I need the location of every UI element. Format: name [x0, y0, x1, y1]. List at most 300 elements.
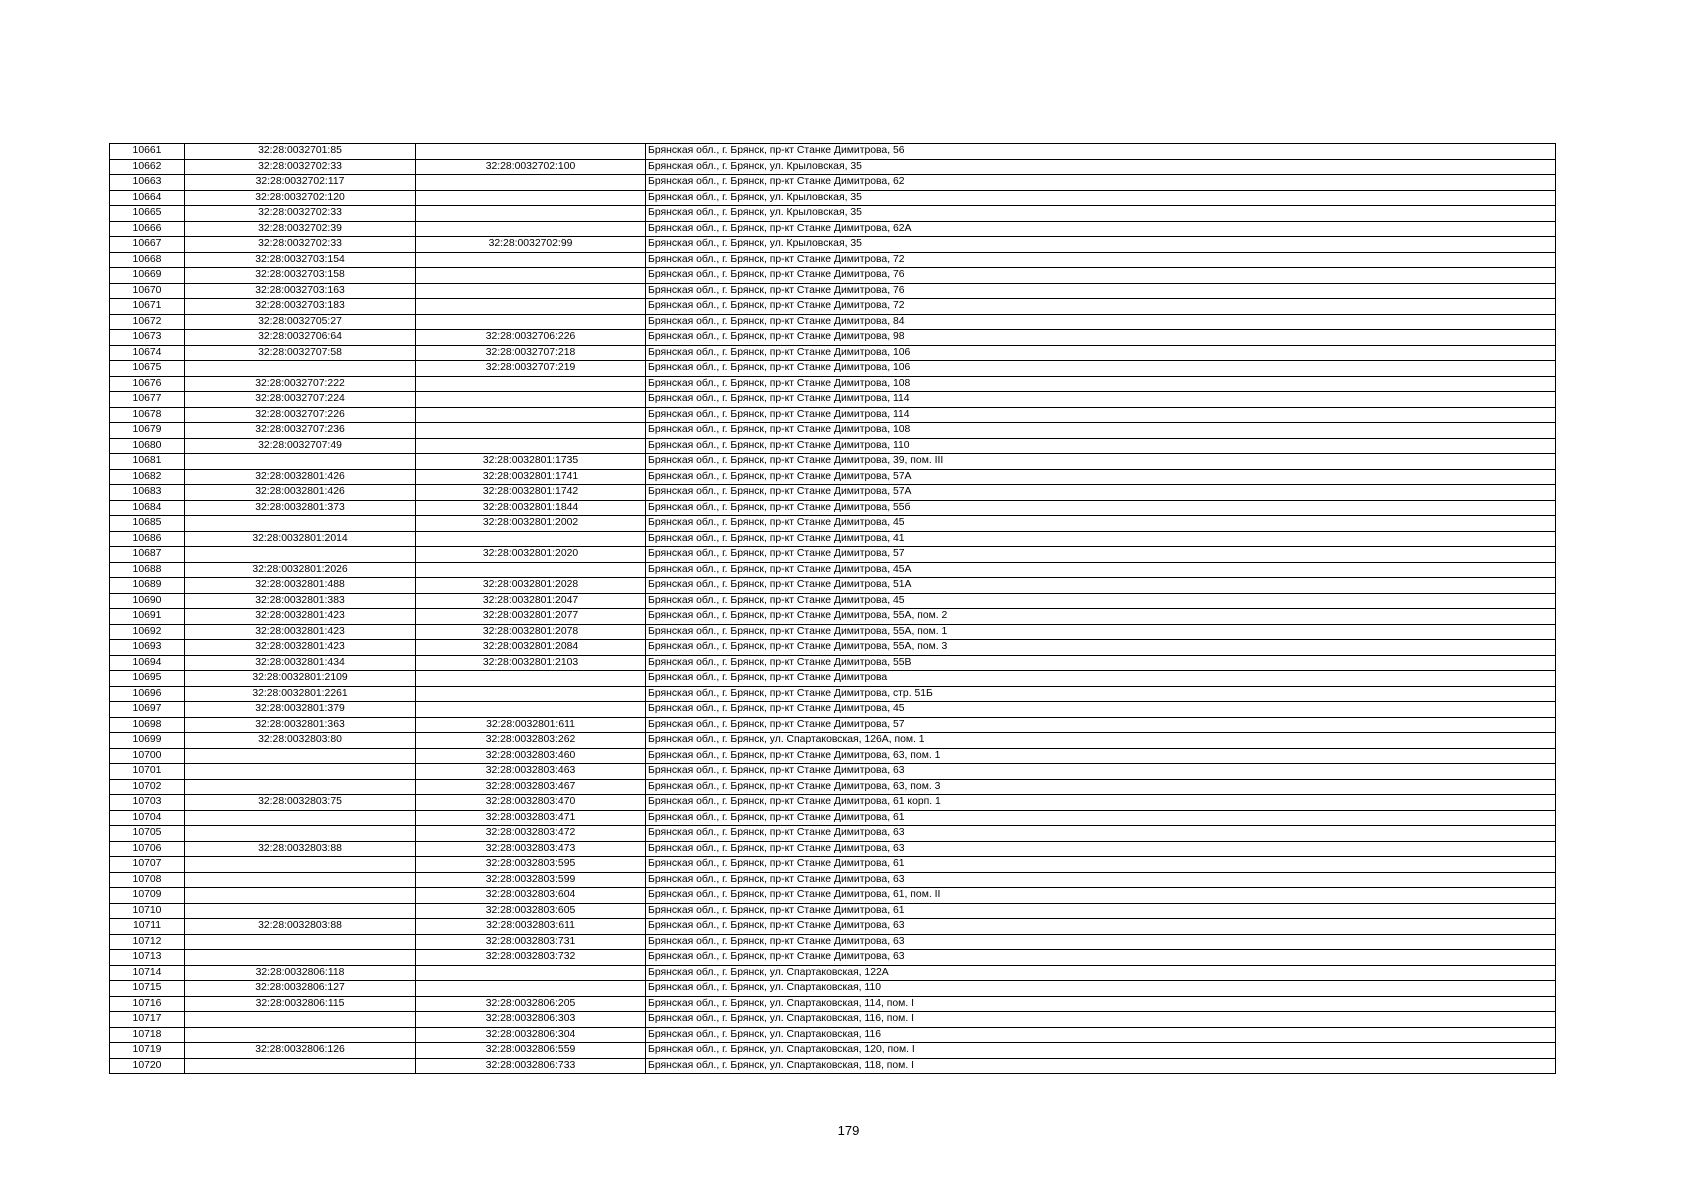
table-row	[110, 578, 1556, 594]
object-cadastral-number-cell: 32:28:0032801:2002	[416, 516, 646, 532]
page-number: 179	[837, 1123, 860, 1138]
table-row	[110, 1012, 1556, 1028]
land-cadastral-number-cell: 32:28:0032806:118	[185, 965, 416, 981]
land-cadastral-number-cell: 32:28:0032703:183	[185, 299, 416, 315]
land-cadastral-number-cell: 32:28:0032707:222	[185, 376, 416, 392]
address-cell: Брянская обл., г. Брянск, пр-кт Станке Димитрова, 61, пом. II	[646, 888, 1556, 904]
address-cell: Брянская обл., г. Брянск, пр-кт Станке Димитрова, 63	[646, 950, 1556, 966]
registry-table-body	[110, 144, 1556, 1074]
land-cadastral-number-cell	[185, 1012, 416, 1028]
row-number-cell: 10699	[110, 733, 185, 749]
address-cell: Брянская обл., г. Брянск, пр-кт Станке Димитрова, 63	[646, 764, 1556, 780]
table-row	[110, 795, 1556, 811]
land-cadastral-number-cell	[185, 764, 416, 780]
object-cadastral-number-cell: 32:28:0032803:595	[416, 857, 646, 873]
object-cadastral-number-cell: 32:28:0032706:226	[416, 330, 646, 346]
object-cadastral-number-cell	[416, 392, 646, 408]
land-cadastral-number-cell	[185, 810, 416, 826]
land-cadastral-number-cell: 32:28:0032803:88	[185, 919, 416, 935]
row-number-cell: 10702	[110, 779, 185, 795]
object-cadastral-number-cell: 32:28:0032801:2103	[416, 655, 646, 671]
land-cadastral-number-cell: 32:28:0032801:423	[185, 624, 416, 640]
object-cadastral-number-cell: 32:28:0032806:205	[416, 996, 646, 1012]
address-cell: Брянская обл., г. Брянск, пр-кт Станке Димитрова, 106	[646, 345, 1556, 361]
address-cell: Брянская обл., г. Брянск, пр-кт Станке Димитрова, 61	[646, 903, 1556, 919]
object-cadastral-number-cell: 32:28:0032803:471	[416, 810, 646, 826]
object-cadastral-number-cell: 32:28:0032803:472	[416, 826, 646, 842]
object-cadastral-number-cell	[416, 268, 646, 284]
land-cadastral-number-cell	[185, 903, 416, 919]
row-number-cell: 10663	[110, 175, 185, 191]
object-cadastral-number-cell	[416, 965, 646, 981]
object-cadastral-number-cell: 32:28:0032702:99	[416, 237, 646, 253]
object-cadastral-number-cell	[416, 299, 646, 315]
row-number-cell: 10669	[110, 268, 185, 284]
address-cell: Брянская обл., г. Брянск, ул. Спартаковская, 114, пом. I	[646, 996, 1556, 1012]
address-cell: Брянская обл., г. Брянск, пр-кт Станке Димитрова, 72	[646, 252, 1556, 268]
row-number-cell: 10703	[110, 795, 185, 811]
row-number-cell: 10665	[110, 206, 185, 222]
table-row	[110, 221, 1556, 237]
row-number-cell: 10674	[110, 345, 185, 361]
object-cadastral-number-cell	[416, 206, 646, 222]
object-cadastral-number-cell: 32:28:0032803:604	[416, 888, 646, 904]
table-row	[110, 888, 1556, 904]
object-cadastral-number-cell: 32:28:0032801:1742	[416, 485, 646, 501]
row-number-cell: 10687	[110, 547, 185, 563]
object-cadastral-number-cell: 32:28:0032803:463	[416, 764, 646, 780]
table-row	[110, 438, 1556, 454]
row-number-cell: 10720	[110, 1058, 185, 1074]
address-cell: Брянская обл., г. Брянск, пр-кт Станке Димитрова, 114	[646, 407, 1556, 423]
table-row	[110, 330, 1556, 346]
object-cadastral-number-cell: 32:28:0032803:599	[416, 872, 646, 888]
row-number-cell: 10700	[110, 748, 185, 764]
address-cell: Брянская обл., г. Брянск, ул. Спартаковская, 118, пом. I	[646, 1058, 1556, 1074]
land-cadastral-number-cell: 32:28:0032801:423	[185, 609, 416, 625]
address-cell: Брянская обл., г. Брянск, пр-кт Станке Димитрова, 84	[646, 314, 1556, 330]
row-number-cell: 10689	[110, 578, 185, 594]
land-cadastral-number-cell: 32:28:0032803:75	[185, 795, 416, 811]
object-cadastral-number-cell: 32:28:0032803:732	[416, 950, 646, 966]
address-cell: Брянская обл., г. Брянск, пр-кт Станке Димитрова, 57	[646, 547, 1556, 563]
object-cadastral-number-cell	[416, 702, 646, 718]
address-cell: Брянская обл., г. Брянск, пр-кт Станке Димитрова, 108	[646, 376, 1556, 392]
table-row	[110, 593, 1556, 609]
object-cadastral-number-cell	[416, 376, 646, 392]
row-number-cell: 10718	[110, 1027, 185, 1043]
address-cell: Брянская обл., г. Брянск, пр-кт Станке Димитрова, 114	[646, 392, 1556, 408]
table-row	[110, 299, 1556, 315]
address-cell: Брянская обл., г. Брянск, пр-кт Станке Димитрова, 108	[646, 423, 1556, 439]
land-cadastral-number-cell: 32:28:0032707:226	[185, 407, 416, 423]
table-row	[110, 144, 1556, 160]
row-number-cell: 10713	[110, 950, 185, 966]
address-cell: Брянская обл., г. Брянск, пр-кт Станке Димитрова, 57А	[646, 485, 1556, 501]
address-cell: Брянская обл., г. Брянск, пр-кт Станке Димитрова, 63, пом. 3	[646, 779, 1556, 795]
land-cadastral-number-cell	[185, 872, 416, 888]
address-cell: Брянская обл., г. Брянск, пр-кт Станке Димитрова, 63	[646, 826, 1556, 842]
row-number-cell: 10710	[110, 903, 185, 919]
row-number-cell: 10715	[110, 981, 185, 997]
object-cadastral-number-cell: 32:28:0032803:470	[416, 795, 646, 811]
land-cadastral-number-cell: 32:28:0032703:154	[185, 252, 416, 268]
row-number-cell: 10686	[110, 531, 185, 547]
table-row	[110, 779, 1556, 795]
land-cadastral-number-cell: 32:28:0032702:33	[185, 159, 416, 175]
table-row	[110, 624, 1556, 640]
table-row	[110, 903, 1556, 919]
row-number-cell: 10666	[110, 221, 185, 237]
table-row	[110, 1027, 1556, 1043]
row-number-cell: 10707	[110, 857, 185, 873]
object-cadastral-number-cell: 32:28:0032803:262	[416, 733, 646, 749]
row-number-cell: 10717	[110, 1012, 185, 1028]
land-cadastral-number-cell: 32:28:0032702:39	[185, 221, 416, 237]
address-cell: Брянская обл., г. Брянск, пр-кт Станке Димитрова, 76	[646, 268, 1556, 284]
object-cadastral-number-cell	[416, 314, 646, 330]
table-row	[110, 500, 1556, 516]
land-cadastral-number-cell: 32:28:0032707:49	[185, 438, 416, 454]
address-cell: Брянская обл., г. Брянск, пр-кт Станке Димитрова, 61	[646, 857, 1556, 873]
table-row	[110, 159, 1556, 175]
object-cadastral-number-cell: 32:28:0032801:2028	[416, 578, 646, 594]
address-cell: Брянская обл., г. Брянск, пр-кт Станке Димитрова, 63	[646, 934, 1556, 950]
object-cadastral-number-cell: 32:28:0032803:611	[416, 919, 646, 935]
row-number-cell: 10693	[110, 640, 185, 656]
address-cell: Брянская обл., г. Брянск, пр-кт Станке Димитрова, 63	[646, 919, 1556, 935]
row-number-cell: 10671	[110, 299, 185, 315]
row-number-cell: 10670	[110, 283, 185, 299]
row-number-cell: 10678	[110, 407, 185, 423]
land-cadastral-number-cell	[185, 516, 416, 532]
row-number-cell: 10698	[110, 717, 185, 733]
row-number-cell: 10664	[110, 190, 185, 206]
address-cell: Брянская обл., г. Брянск, ул. Спартаковская, 116	[646, 1027, 1556, 1043]
land-cadastral-number-cell: 32:28:0032707:224	[185, 392, 416, 408]
object-cadastral-number-cell: 32:28:0032801:1735	[416, 454, 646, 470]
address-cell: Брянская обл., г. Брянск, ул. Крыловская, 35	[646, 206, 1556, 222]
object-cadastral-number-cell	[416, 686, 646, 702]
row-number-cell: 10673	[110, 330, 185, 346]
address-cell: Брянская обл., г. Брянск, пр-кт Станке Димитрова, 39, пом. III	[646, 454, 1556, 470]
table-row	[110, 702, 1556, 718]
object-cadastral-number-cell	[416, 671, 646, 687]
address-cell: Брянская обл., г. Брянск, пр-кт Станке Димитрова, 63, пом. 1	[646, 748, 1556, 764]
table-row	[110, 547, 1556, 563]
land-cadastral-number-cell: 32:28:0032703:163	[185, 283, 416, 299]
address-cell: Брянская обл., г. Брянск, пр-кт Станке Димитрова, 63	[646, 872, 1556, 888]
land-cadastral-number-cell: 32:28:0032801:373	[185, 500, 416, 516]
object-cadastral-number-cell: 32:28:0032806:559	[416, 1043, 646, 1059]
table-row	[110, 934, 1556, 950]
address-cell: Брянская обл., г. Брянск, ул. Спартаковская, 126А, пом. 1	[646, 733, 1556, 749]
table-row	[110, 206, 1556, 222]
object-cadastral-number-cell	[416, 144, 646, 160]
land-cadastral-number-cell: 32:28:0032803:80	[185, 733, 416, 749]
row-number-cell: 10680	[110, 438, 185, 454]
row-number-cell: 10692	[110, 624, 185, 640]
object-cadastral-number-cell	[416, 407, 646, 423]
land-cadastral-number-cell: 32:28:0032801:383	[185, 593, 416, 609]
table-row	[110, 562, 1556, 578]
table-row	[110, 965, 1556, 981]
row-number-cell: 10683	[110, 485, 185, 501]
address-cell: Брянская обл., г. Брянск, пр-кт Станке Димитрова, 45	[646, 516, 1556, 532]
row-number-cell: 10675	[110, 361, 185, 377]
table-row	[110, 919, 1556, 935]
address-cell: Брянская обл., г. Брянск, ул. Спартаковская, 122А	[646, 965, 1556, 981]
row-number-cell: 10716	[110, 996, 185, 1012]
land-cadastral-number-cell: 32:28:0032801:379	[185, 702, 416, 718]
address-cell: Брянская обл., г. Брянск, пр-кт Станке Димитрова, 106	[646, 361, 1556, 377]
object-cadastral-number-cell	[416, 190, 646, 206]
address-cell: Брянская обл., г. Брянск, ул. Спартаковская, 116, пом. I	[646, 1012, 1556, 1028]
row-number-cell: 10679	[110, 423, 185, 439]
row-number-cell: 10701	[110, 764, 185, 780]
row-number-cell: 10712	[110, 934, 185, 950]
land-cadastral-number-cell: 32:28:0032801:426	[185, 485, 416, 501]
object-cadastral-number-cell: 32:28:0032806:303	[416, 1012, 646, 1028]
table-row	[110, 314, 1556, 330]
table-row	[110, 981, 1556, 997]
table-row	[110, 1043, 1556, 1059]
land-cadastral-number-cell: 32:28:0032806:115	[185, 996, 416, 1012]
table-row	[110, 531, 1556, 547]
land-cadastral-number-cell: 32:28:0032706:64	[185, 330, 416, 346]
address-cell: Брянская обл., г. Брянск, пр-кт Станке Димитрова, 61 корп. 1	[646, 795, 1556, 811]
land-cadastral-number-cell	[185, 857, 416, 873]
address-cell: Брянская обл., г. Брянск, пр-кт Станке Димитрова, 41	[646, 531, 1556, 547]
address-cell: Брянская обл., г. Брянск, пр-кт Станке Димитрова, 55б	[646, 500, 1556, 516]
table-row	[110, 764, 1556, 780]
object-cadastral-number-cell	[416, 531, 646, 547]
address-cell: Брянская обл., г. Брянск, пр-кт Станке Димитрова, 55А, пом. 2	[646, 609, 1556, 625]
row-number-cell: 10709	[110, 888, 185, 904]
object-cadastral-number-cell	[416, 175, 646, 191]
row-number-cell: 10719	[110, 1043, 185, 1059]
table-row	[110, 748, 1556, 764]
address-cell: Брянская обл., г. Брянск, пр-кт Станке Димитрова, 61	[646, 810, 1556, 826]
table-row	[110, 1058, 1556, 1074]
land-cadastral-number-cell: 32:28:0032806:127	[185, 981, 416, 997]
registry-table	[109, 143, 1556, 1074]
land-cadastral-number-cell	[185, 779, 416, 795]
address-cell: Брянская обл., г. Брянск, пр-кт Станке Димитрова, 62А	[646, 221, 1556, 237]
table-row	[110, 485, 1556, 501]
object-cadastral-number-cell: 32:28:0032801:2084	[416, 640, 646, 656]
row-number-cell: 10672	[110, 314, 185, 330]
object-cadastral-number-cell: 32:28:0032803:605	[416, 903, 646, 919]
table-row	[110, 609, 1556, 625]
row-number-cell: 10714	[110, 965, 185, 981]
land-cadastral-number-cell: 32:28:0032707:58	[185, 345, 416, 361]
land-cadastral-number-cell: 32:28:0032801:2109	[185, 671, 416, 687]
object-cadastral-number-cell: 32:28:0032707:218	[416, 345, 646, 361]
table-row	[110, 407, 1556, 423]
land-cadastral-number-cell	[185, 934, 416, 950]
land-cadastral-number-cell	[185, 1027, 416, 1043]
object-cadastral-number-cell: 32:28:0032801:2047	[416, 593, 646, 609]
land-cadastral-number-cell	[185, 950, 416, 966]
address-cell: Брянская обл., г. Брянск, пр-кт Станке Димитрова, 45	[646, 593, 1556, 609]
object-cadastral-number-cell: 32:28:0032801:611	[416, 717, 646, 733]
land-cadastral-number-cell: 32:28:0032801:423	[185, 640, 416, 656]
land-cadastral-number-cell: 32:28:0032701:85	[185, 144, 416, 160]
table-row	[110, 857, 1556, 873]
object-cadastral-number-cell	[416, 981, 646, 997]
land-cadastral-number-cell: 32:28:0032705:27	[185, 314, 416, 330]
address-cell: Брянская обл., г. Брянск, пр-кт Станке Димитрова, 55А, пом. 3	[646, 640, 1556, 656]
object-cadastral-number-cell	[416, 423, 646, 439]
row-number-cell: 10697	[110, 702, 185, 718]
land-cadastral-number-cell: 32:28:0032806:126	[185, 1043, 416, 1059]
row-number-cell: 10688	[110, 562, 185, 578]
address-cell: Брянская обл., г. Брянск, пр-кт Станке Димитрова, 57А	[646, 469, 1556, 485]
land-cadastral-number-cell: 32:28:0032703:158	[185, 268, 416, 284]
row-number-cell: 10705	[110, 826, 185, 842]
table-row	[110, 268, 1556, 284]
land-cadastral-number-cell	[185, 888, 416, 904]
address-cell: Брянская обл., г. Брянск, пр-кт Станке Димитрова, 55А, пом. 1	[646, 624, 1556, 640]
land-cadastral-number-cell: 32:28:0032801:2014	[185, 531, 416, 547]
object-cadastral-number-cell: 32:28:0032801:2020	[416, 547, 646, 563]
address-cell: Брянская обл., г. Брянск, пр-кт Станке Димитрова, 76	[646, 283, 1556, 299]
land-cadastral-number-cell: 32:28:0032702:117	[185, 175, 416, 191]
row-number-cell: 10682	[110, 469, 185, 485]
object-cadastral-number-cell: 32:28:0032702:100	[416, 159, 646, 175]
object-cadastral-number-cell: 32:28:0032803:473	[416, 841, 646, 857]
land-cadastral-number-cell	[185, 1058, 416, 1074]
object-cadastral-number-cell: 32:28:0032801:1741	[416, 469, 646, 485]
row-number-cell: 10676	[110, 376, 185, 392]
table-row	[110, 950, 1556, 966]
table-row	[110, 190, 1556, 206]
row-number-cell: 10708	[110, 872, 185, 888]
table-row	[110, 810, 1556, 826]
table-row	[110, 423, 1556, 439]
land-cadastral-number-cell: 32:28:0032801:488	[185, 578, 416, 594]
row-number-cell: 10690	[110, 593, 185, 609]
address-cell: Брянская обл., г. Брянск, пр-кт Станке Димитрова, 51А	[646, 578, 1556, 594]
table-row	[110, 469, 1556, 485]
address-cell: Брянская обл., г. Брянск, пр-кт Станке Димитрова, стр. 51Б	[646, 686, 1556, 702]
row-number-cell: 10662	[110, 159, 185, 175]
table-row	[110, 996, 1556, 1012]
object-cadastral-number-cell: 32:28:0032806:733	[416, 1058, 646, 1074]
object-cadastral-number-cell	[416, 283, 646, 299]
address-cell: Брянская обл., г. Брянск, ул. Крыловская, 35	[646, 190, 1556, 206]
land-cadastral-number-cell	[185, 361, 416, 377]
address-cell: Брянская обл., г. Брянск, ул. Крыловская, 35	[646, 159, 1556, 175]
table-row	[110, 640, 1556, 656]
table-row	[110, 175, 1556, 191]
table-row	[110, 252, 1556, 268]
address-cell: Брянская обл., г. Брянск, пр-кт Станке Димитрова, 62	[646, 175, 1556, 191]
address-cell: Брянская обл., г. Брянск, пр-кт Станке Димитрова, 57	[646, 717, 1556, 733]
row-number-cell: 10661	[110, 144, 185, 160]
table-row	[110, 671, 1556, 687]
land-cadastral-number-cell: 32:28:0032801:363	[185, 717, 416, 733]
table-row	[110, 686, 1556, 702]
row-number-cell: 10711	[110, 919, 185, 935]
address-cell: Брянская обл., г. Брянск, пр-кт Станке Димитрова, 110	[646, 438, 1556, 454]
row-number-cell: 10704	[110, 810, 185, 826]
object-cadastral-number-cell	[416, 562, 646, 578]
row-number-cell: 10706	[110, 841, 185, 857]
land-cadastral-number-cell	[185, 454, 416, 470]
row-number-cell: 10685	[110, 516, 185, 532]
row-number-cell: 10677	[110, 392, 185, 408]
row-number-cell: 10681	[110, 454, 185, 470]
table-row	[110, 392, 1556, 408]
table-row	[110, 516, 1556, 532]
object-cadastral-number-cell: 32:28:0032806:304	[416, 1027, 646, 1043]
table-row	[110, 237, 1556, 253]
address-cell: Брянская обл., г. Брянск, ул. Спартаковская, 120, пом. I	[646, 1043, 1556, 1059]
address-cell: Брянская обл., г. Брянск, пр-кт Станке Димитрова	[646, 671, 1556, 687]
table-row	[110, 655, 1556, 671]
object-cadastral-number-cell: 32:28:0032803:731	[416, 934, 646, 950]
object-cadastral-number-cell: 32:28:0032803:467	[416, 779, 646, 795]
object-cadastral-number-cell: 32:28:0032801:2077	[416, 609, 646, 625]
table-row	[110, 733, 1556, 749]
land-cadastral-number-cell: 32:28:0032801:426	[185, 469, 416, 485]
land-cadastral-number-cell: 32:28:0032702:33	[185, 206, 416, 222]
address-cell: Брянская обл., г. Брянск, пр-кт Станке Димитрова, 98	[646, 330, 1556, 346]
object-cadastral-number-cell: 32:28:0032801:1844	[416, 500, 646, 516]
address-cell: Брянская обл., г. Брянск, пр-кт Станке Димитрова, 55В	[646, 655, 1556, 671]
row-number-cell: 10691	[110, 609, 185, 625]
table-row	[110, 345, 1556, 361]
land-cadastral-number-cell: 32:28:0032702:120	[185, 190, 416, 206]
land-cadastral-number-cell	[185, 826, 416, 842]
table-row	[110, 283, 1556, 299]
address-cell: Брянская обл., г. Брянск, пр-кт Станке Димитрова, 56	[646, 144, 1556, 160]
land-cadastral-number-cell: 32:28:0032801:2026	[185, 562, 416, 578]
row-number-cell: 10668	[110, 252, 185, 268]
table-row	[110, 841, 1556, 857]
table-row	[110, 361, 1556, 377]
object-cadastral-number-cell: 32:28:0032707:219	[416, 361, 646, 377]
object-cadastral-number-cell	[416, 438, 646, 454]
table-row	[110, 872, 1556, 888]
table-row	[110, 717, 1556, 733]
address-cell: Брянская обл., г. Брянск, ул. Спартаковская, 110	[646, 981, 1556, 997]
row-number-cell: 10696	[110, 686, 185, 702]
land-cadastral-number-cell: 32:28:0032803:88	[185, 841, 416, 857]
row-number-cell: 10684	[110, 500, 185, 516]
object-cadastral-number-cell: 32:28:0032803:460	[416, 748, 646, 764]
land-cadastral-number-cell: 32:28:0032702:33	[185, 237, 416, 253]
address-cell: Брянская обл., г. Брянск, пр-кт Станке Димитрова, 72	[646, 299, 1556, 315]
row-number-cell: 10667	[110, 237, 185, 253]
land-cadastral-number-cell: 32:28:0032801:434	[185, 655, 416, 671]
row-number-cell: 10695	[110, 671, 185, 687]
land-cadastral-number-cell: 32:28:0032801:2261	[185, 686, 416, 702]
address-cell: Брянская обл., г. Брянск, пр-кт Станке Димитрова, 63	[646, 841, 1556, 857]
address-cell: Брянская обл., г. Брянск, пр-кт Станке Димитрова, 45	[646, 702, 1556, 718]
table-row	[110, 826, 1556, 842]
land-cadastral-number-cell	[185, 547, 416, 563]
table-row	[110, 454, 1556, 470]
object-cadastral-number-cell	[416, 221, 646, 237]
table-row	[110, 376, 1556, 392]
address-cell: Брянская обл., г. Брянск, ул. Крыловская, 35	[646, 237, 1556, 253]
land-cadastral-number-cell	[185, 748, 416, 764]
address-cell: Брянская обл., г. Брянск, пр-кт Станке Димитрова, 45А	[646, 562, 1556, 578]
object-cadastral-number-cell: 32:28:0032801:2078	[416, 624, 646, 640]
